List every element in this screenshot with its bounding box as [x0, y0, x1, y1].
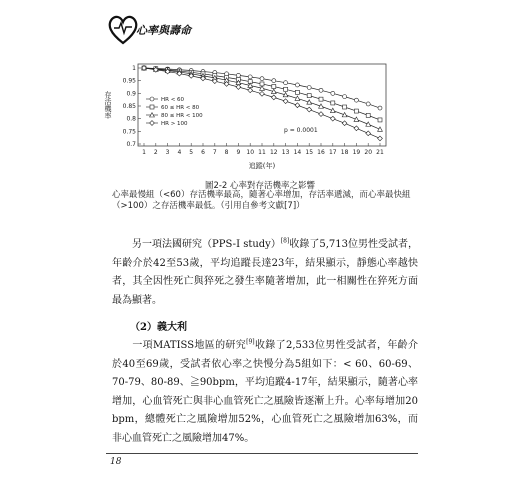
x-tick-label: 15: [305, 149, 314, 156]
data-point-circle: [284, 81, 288, 85]
heart-icon: [106, 12, 140, 46]
x-tick-label: 17: [328, 149, 337, 156]
data-point-square: [343, 105, 347, 109]
paragraph-matiss-study: [112, 337, 418, 448]
data-point-circle: [248, 75, 252, 79]
y-tick-label: 1: [132, 65, 136, 72]
data-point-circle: [295, 83, 299, 87]
x-tick-label: 3: [165, 149, 170, 156]
figure-caption: 圖2-2 心率對存活機率之影響: [204, 181, 316, 191]
x-tick-label: 2: [153, 149, 158, 156]
reference-mark: [9]: [246, 338, 255, 346]
section-title-italy: （2）義大利: [130, 322, 187, 333]
data-point-square: [354, 109, 358, 113]
data-point-circle: [343, 95, 347, 99]
paragraph-text-rest: 收錄了5,713位男性受試者，年齡介於42至53歲，平均追蹤長達23年，結果顯示，靜態心率越快者，其全因性死亡與猝死之發生率隨著增加，此一相關性在猝死方面最為顯著。: [112, 239, 418, 306]
x-tick-label: 6: [201, 149, 205, 156]
data-point-square: [150, 105, 154, 109]
paragraph-text: 一項MATISS地區的研究: [132, 340, 247, 351]
y-tick-label: 0.85: [122, 103, 136, 110]
y-tick-label: 0.7: [126, 141, 136, 148]
x-tick-label: 16: [317, 149, 325, 156]
survival-chart: [96, 60, 396, 172]
x-tick-label: 11: [258, 149, 266, 156]
paragraph-text: 另一項法國研究（PPS-I study）: [132, 239, 281, 250]
x-tick-label: 9: [236, 149, 241, 156]
x-tick-label: 18: [340, 149, 349, 156]
x-tick-label: 8: [224, 149, 229, 156]
y-tick-label: 0.95: [122, 77, 136, 85]
data-point-square: [295, 90, 299, 94]
x-axis-label: 追蹤(年): [248, 162, 276, 170]
x-tick-label: 10: [246, 149, 255, 156]
data-point-square: [272, 84, 276, 88]
data-point-circle: [354, 98, 358, 102]
data-point-circle: [331, 91, 335, 95]
legend-label: HR > 100: [161, 121, 188, 127]
x-tick-label: 20: [364, 149, 373, 156]
data-point-circle: [236, 73, 240, 77]
x-tick-label: 5: [189, 149, 194, 156]
data-point-circle: [272, 79, 276, 83]
data-point-square: [319, 97, 323, 101]
paragraph-text-rest: 收錄了2,533位男性受試者，年齡介於40至69歲，受試者依心率之快慢分為5組如下：< 60、60-69、70-79、80-89、≧90bpm，平均追蹤4-17年，結果顯示，隨著心率增加，心血管死亡與非心血管死亡之風險皆逐漸上升。心率每增加20 bpm，總體死亡之風險增加52%，心血管死亡之風險增加63%，而非心血管死亡之風險增加47%。: [112, 340, 418, 444]
x-tick-label: 13: [281, 149, 290, 156]
y-axis-label: 存活機率: [104, 91, 112, 119]
legend-label: HR < 60: [161, 97, 185, 103]
data-point-square: [378, 118, 382, 122]
x-tick-label: 12: [269, 149, 278, 156]
footer-divider: [106, 453, 418, 454]
figure-note: 心率最慢組（<60）存活機率最高，隨著心率增加，存活率遞減，而心率最快組（>100）之存活機率最低。（引用自參考文獻[7]）: [112, 190, 411, 211]
data-point-circle: [319, 88, 323, 92]
y-tick-label: 0.8: [126, 115, 136, 123]
legend-label: 60 ≤ HR < 80: [161, 105, 200, 111]
paragraph-pps-study: [112, 236, 418, 310]
data-point-square: [366, 113, 370, 117]
y-tick-label: 0.9: [126, 90, 136, 98]
data-point-circle: [150, 97, 154, 101]
y-tick-label: 0.75: [122, 128, 136, 136]
data-point-square: [331, 101, 335, 105]
legend-label: 80 ≤ HR < 100: [161, 113, 203, 119]
data-point-square: [307, 94, 311, 98]
x-tick-label: 7: [212, 149, 217, 156]
data-point-circle: [260, 77, 264, 81]
data-point-circle: [366, 102, 370, 106]
page-number: 18: [110, 457, 122, 467]
header-title: 心率與壽命: [136, 24, 191, 37]
x-tick-label: 21: [376, 149, 384, 156]
x-tick-label: 19: [352, 149, 361, 156]
data-point-circle: [378, 106, 382, 110]
header-logo: [106, 12, 206, 46]
x-tick-label: 4: [177, 149, 182, 156]
x-tick-label: 1: [142, 149, 146, 156]
data-point-square: [284, 87, 288, 91]
x-tick-label: 14: [293, 149, 302, 156]
reference-mark: [8]: [280, 237, 290, 245]
p-value-annotation: p = 0.0001: [284, 127, 318, 134]
survival-chart-svg: [96, 60, 396, 172]
data-point-circle: [307, 86, 311, 90]
